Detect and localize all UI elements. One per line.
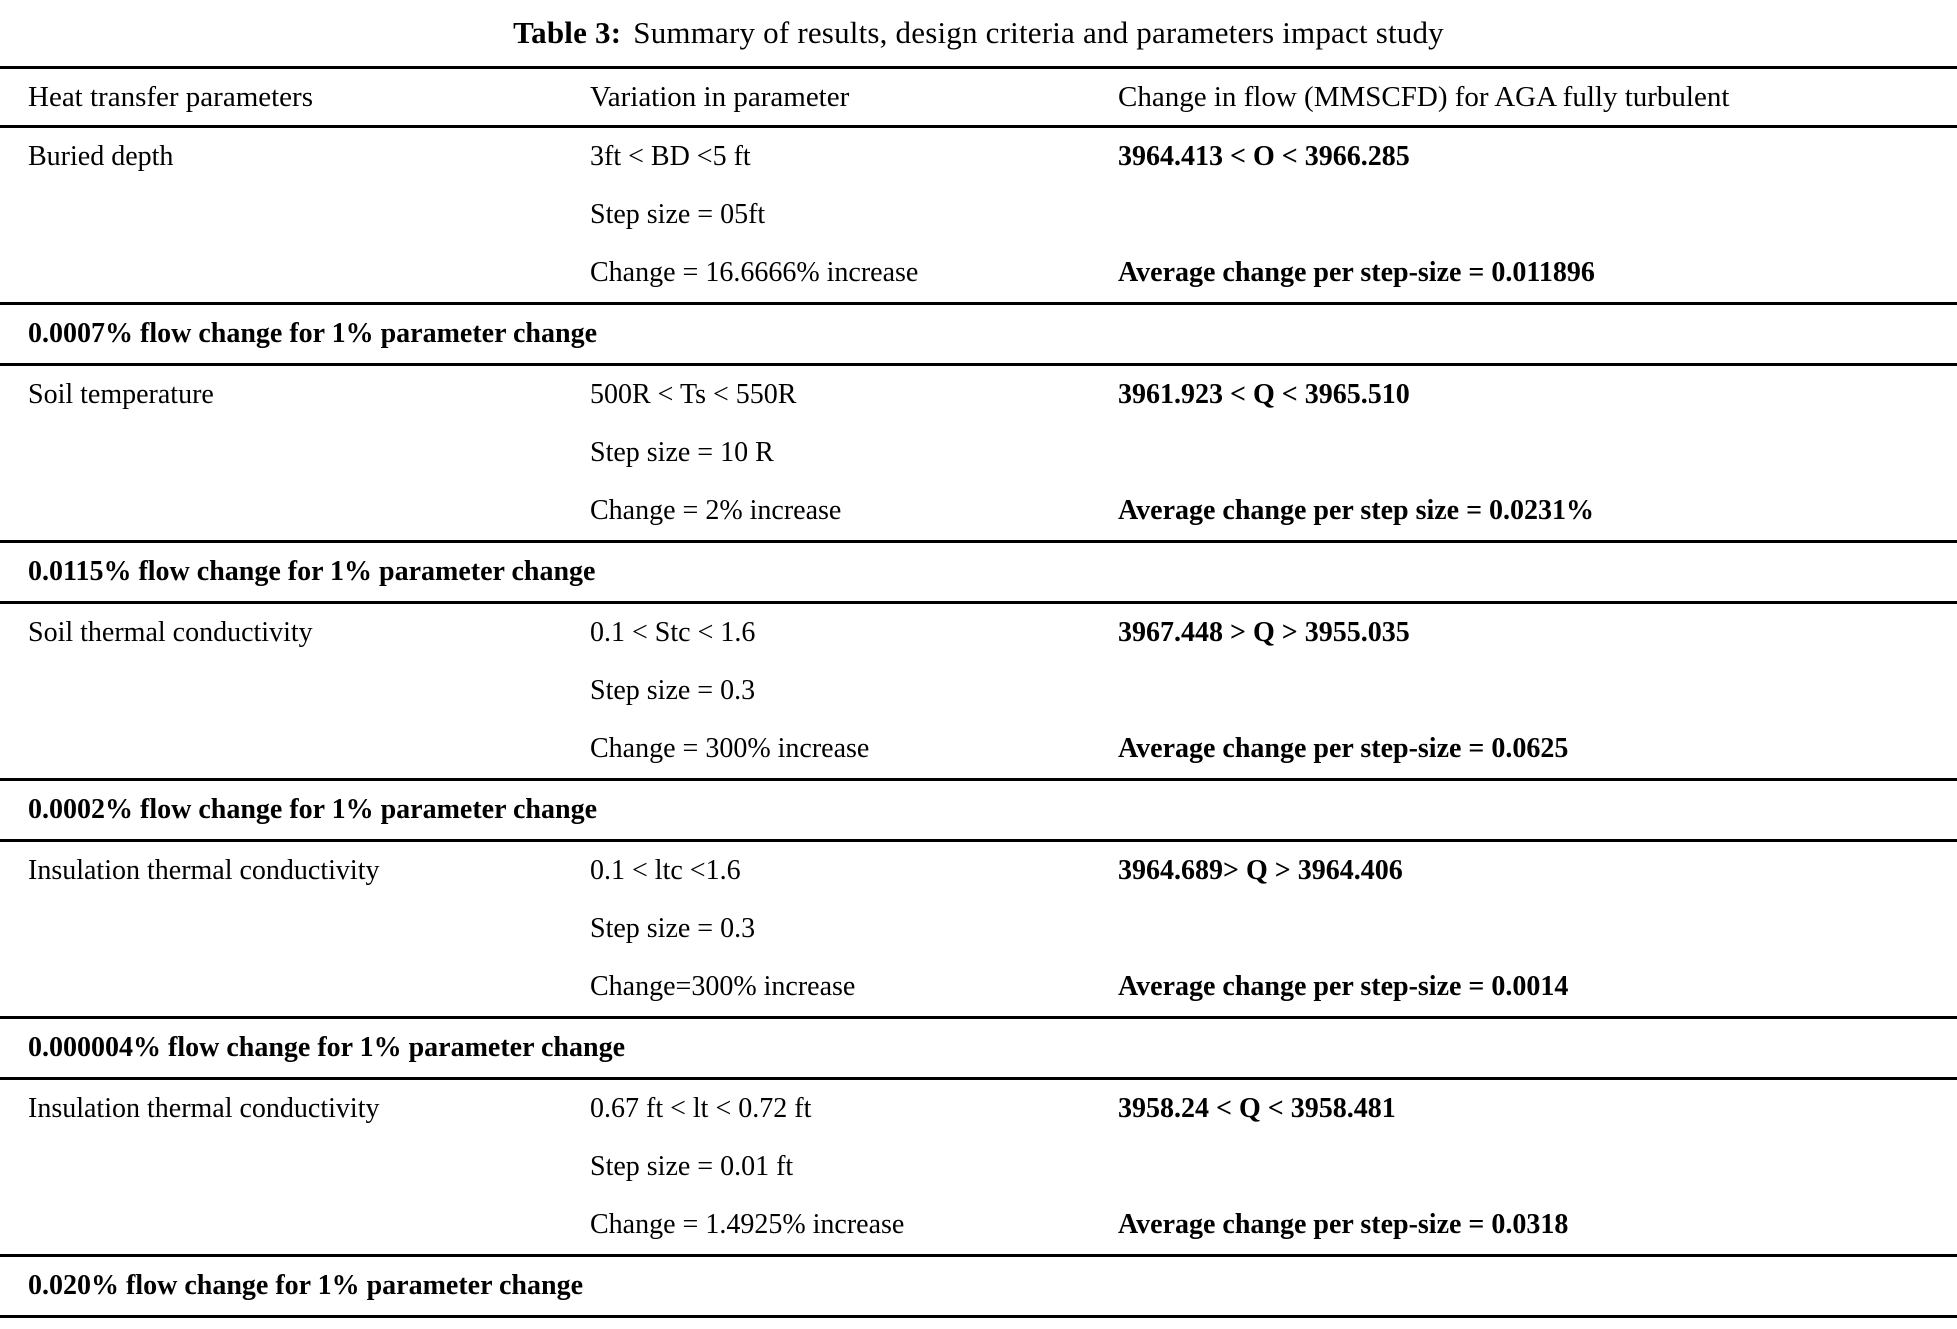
variation-line: 0.67 ft < lt < 0.72 ft <box>590 1093 812 1124</box>
empty-cell <box>28 958 590 1016</box>
summary-text: 0.000004% flow change for 1% parameter change <box>28 1032 625 1063</box>
table-row <box>0 1080 1957 1254</box>
summary-text: 0.020% flow change for 1% parameter change <box>28 1270 583 1301</box>
empty-cell <box>28 662 590 720</box>
flow-average-cell: Average change per step-size = 0.0625 <box>1118 733 1569 764</box>
empty-cell <box>28 720 590 778</box>
variation-line: Change = 1.4925% increase <box>590 1209 905 1240</box>
summary-text: 0.0002% flow change for 1% parameter change <box>28 794 597 825</box>
variation-line: Change = 2% increase <box>590 495 842 526</box>
summary-row <box>0 781 1957 839</box>
parameter-cell: Insulation thermal conductivity <box>28 855 380 886</box>
flow-average-cell: Average change per step-size = 0.011896 <box>1118 257 1595 288</box>
table-caption-label: Table 3: <box>513 15 622 50</box>
empty-cell <box>1118 1138 1957 1196</box>
empty-cell <box>1118 424 1957 482</box>
empty-cell <box>28 244 590 302</box>
summary-row <box>0 305 1957 363</box>
empty-cell <box>1118 662 1957 720</box>
table-row <box>0 366 1957 540</box>
parameter-cell: Insulation thermal conductivity <box>28 1093 380 1124</box>
empty-cell <box>28 1196 590 1254</box>
empty-cell <box>28 186 590 244</box>
summary-row <box>0 1019 1957 1077</box>
summary-text: 0.0115% flow change for 1% parameter change <box>28 556 596 587</box>
empty-cell <box>28 1138 590 1196</box>
variation-line: Step size = 0.3 <box>590 675 756 706</box>
flow-range-cell: 3961.923 < Q < 3965.510 <box>1118 379 1410 410</box>
table-row <box>0 604 1957 778</box>
variation-line: Change=300% increase <box>590 971 856 1002</box>
column-header-flow-change: Change in flow (MMSCFD) for AGA fully turbulent <box>1118 80 1730 113</box>
flow-average-cell: Average change per step-size = 0.0014 <box>1118 971 1569 1002</box>
empty-cell <box>1118 900 1957 958</box>
flow-average-cell: Average change per step-size = 0.0318 <box>1118 1209 1569 1240</box>
horizontal-rule-bottom <box>0 1315 1957 1318</box>
empty-cell <box>28 482 590 540</box>
variation-line: 0.1 < ltc <1.6 <box>590 855 741 886</box>
flow-range-cell: 3958.24 < Q < 3958.481 <box>1118 1093 1396 1124</box>
column-header-variation: Variation in parameter <box>590 80 850 113</box>
table-row <box>0 128 1957 302</box>
empty-cell <box>28 424 590 482</box>
variation-line: Step size = 10 R <box>590 437 774 468</box>
table-row <box>0 842 1957 1016</box>
parameter-cell: Soil temperature <box>28 379 214 410</box>
column-header-parameters: Heat transfer parameters <box>28 80 314 113</box>
table-caption <box>0 0 1957 66</box>
parameter-cell: Soil thermal conductivity <box>28 617 313 648</box>
table-caption-text: Summary of results, design criteria and parameters impact study <box>633 15 1444 50</box>
flow-average-cell: Average change per step size = 0.0231% <box>1118 495 1595 526</box>
variation-line: Change = 16.6666% increase <box>590 257 919 288</box>
variation-line: 500R < Ts < 550R <box>590 379 797 410</box>
summary-row <box>0 543 1957 601</box>
parameter-cell: Buried depth <box>28 141 174 172</box>
variation-line: 3ft < BD <5 ft <box>590 141 751 172</box>
table-header-row <box>0 69 1957 125</box>
variation-line: 0.1 < Stc < 1.6 <box>590 617 756 648</box>
variation-line: Change = 300% increase <box>590 733 870 764</box>
variation-line: Step size = 0.01 ft <box>590 1151 794 1182</box>
flow-range-cell: 3967.448 > Q > 3955.035 <box>1118 617 1410 648</box>
summary-text: 0.0007% flow change for 1% parameter change <box>28 318 597 349</box>
summary-row <box>0 1257 1957 1315</box>
flow-range-cell: 3964.413 < O < 3966.285 <box>1118 141 1410 172</box>
variation-line: Step size = 0.3 <box>590 913 756 944</box>
variation-line: Step size = 05ft <box>590 199 766 230</box>
flow-range-cell: 3964.689> Q > 3964.406 <box>1118 855 1403 886</box>
empty-cell <box>1118 186 1957 244</box>
empty-cell <box>28 900 590 958</box>
